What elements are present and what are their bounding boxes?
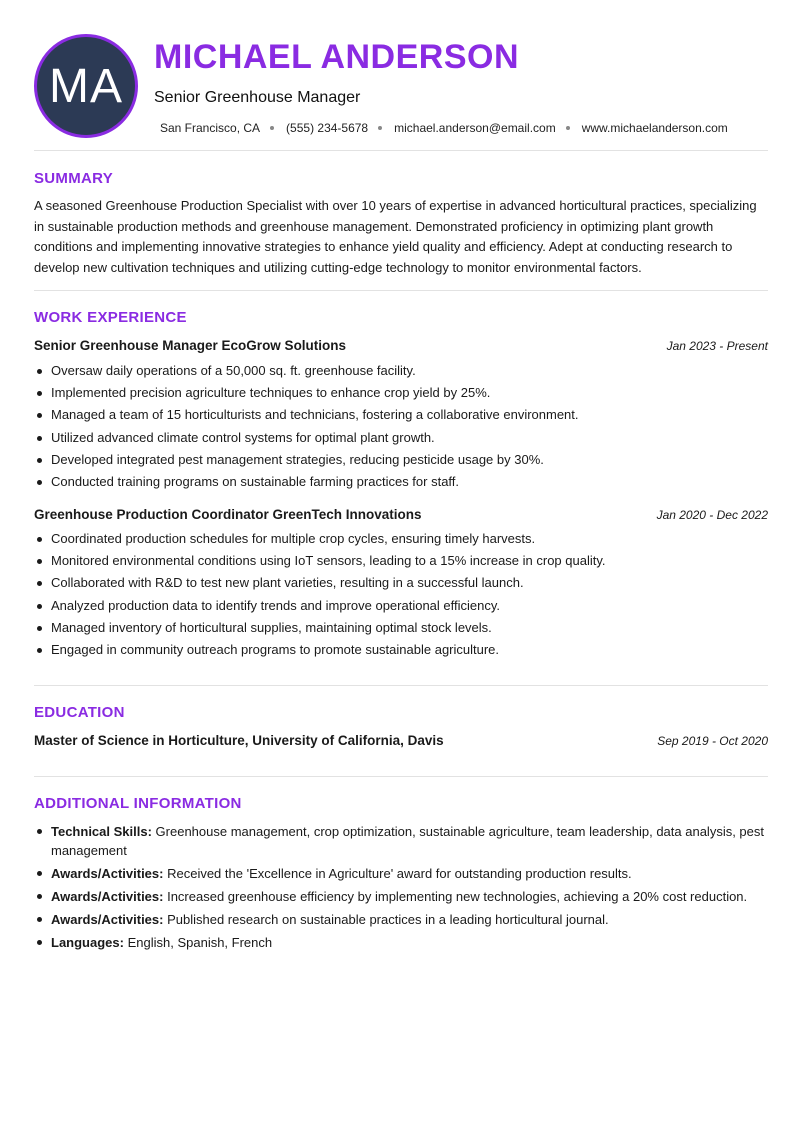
item-label: Awards/Activities:	[51, 889, 164, 904]
avatar	[34, 34, 138, 138]
job-bullet: Managed a team of 15 horticulturists and technicians, fostering a collaborative environment.	[34, 406, 768, 424]
job-bullets	[34, 362, 768, 495]
candidate-title: Senior Greenhouse Manager	[154, 89, 361, 106]
separator-dot	[270, 126, 274, 130]
job-date: Jan 2023 - Present	[666, 339, 768, 353]
education-date: Sep 2019 - Oct 2020	[657, 734, 768, 748]
item-label: Awards/Activities:	[51, 912, 164, 927]
additional-heading: ADDITIONAL INFORMATION	[34, 795, 242, 812]
item-text: Greenhouse management, crop optimization, sustainable agriculture, team leadership, data analysis, pest management	[51, 824, 765, 858]
section-divider	[34, 776, 768, 777]
item-text: English, Spanish, French	[127, 935, 273, 950]
job-bullet: Oversaw daily operations of a 50,000 sq. ft. greenhouse facility.	[34, 362, 768, 380]
item-text: Published research on sustainable practices in a leading horticultural journal.	[167, 912, 609, 927]
additional-item	[34, 887, 768, 906]
job-bullet: Collaborated with R&D to test new plant varieties, resulting in a successful launch.	[34, 574, 768, 592]
section-divider	[34, 290, 768, 291]
job-date: Jan 2020 - Dec 2022	[656, 508, 768, 522]
item-label: Languages:	[51, 935, 124, 950]
separator-dot	[566, 126, 570, 130]
contact-email[interactable]: michael.anderson@email.com	[394, 121, 556, 135]
education-degree: Master of Science in Horticulture, University of California, Davis	[34, 733, 444, 748]
additional-item	[34, 864, 768, 883]
section-divider	[34, 685, 768, 686]
avatar-initials: MA	[49, 59, 123, 113]
job-bullet: Analyzed production data to identify trends and improve operational efficiency.	[34, 597, 768, 615]
summary-heading: SUMMARY	[34, 170, 114, 187]
job-bullet: Coordinated production schedules for multiple crop cycles, ensuring timely harvests.	[34, 530, 768, 548]
job-bullet: Monitored environmental conditions using IoT sensors, leading to a 15% increase in crop quality.	[34, 552, 768, 570]
summary-text: A seasoned Greenhouse Production Specialist with over 10 years of expertise in advanced horticultural practices, specializing in sustainable production methods and greenhouse management. Demonstrated proficiency in optimizing plant growth conditions and implementing innovative strategies to enhance yield quality and efficiency. Adept at conducting research to develop new cultivation techniques and utilizing cutting-edge technology to monitor environmental factors.	[34, 198, 757, 275]
job-bullets	[34, 530, 768, 663]
experience-heading: WORK EXPERIENCE	[34, 309, 187, 326]
job-role: Senior Greenhouse Manager EcoGrow Solutions	[34, 338, 347, 353]
additional-list	[34, 822, 768, 956]
job-bullet: Engaged in community outreach programs to promote sustainable agriculture.	[34, 641, 768, 659]
resume-header	[34, 34, 768, 138]
item-label: Awards/Activities:	[51, 866, 164, 881]
separator-dot	[378, 126, 382, 130]
education-heading: EDUCATION	[34, 704, 125, 721]
contact-phone[interactable]: (555) 234-5678	[286, 121, 369, 135]
additional-item	[34, 822, 768, 860]
section-divider	[34, 150, 768, 151]
item-text: Received the 'Excellence in Agriculture' award for outstanding production results.	[167, 866, 632, 881]
contact-line	[160, 121, 728, 135]
additional-item	[34, 910, 768, 929]
education-entry	[34, 733, 768, 751]
job-header	[34, 338, 768, 356]
contact-location: San Francisco, CA	[160, 121, 261, 135]
job-role: Greenhouse Production Coordinator GreenTech Innovations	[34, 507, 422, 522]
additional-item	[34, 933, 768, 952]
job-bullet: Developed integrated pest management strategies, reducing pesticide usage by 30%.	[34, 451, 768, 469]
item-text: Increased greenhouse efficiency by implementing new technologies, achieving a 20% cost reduction.	[167, 889, 748, 904]
job-bullet: Utilized advanced climate control systems for optimal plant growth.	[34, 429, 768, 447]
job-bullet: Implemented precision agriculture techniques to enhance crop yield by 25%.	[34, 384, 768, 402]
job-header	[34, 507, 768, 525]
item-label: Technical Skills:	[51, 824, 152, 839]
candidate-name: MICHAEL ANDERSON	[154, 38, 520, 76]
job-bullet: Managed inventory of horticultural supplies, maintaining optimal stock levels.	[34, 619, 768, 637]
job-bullet: Conducted training programs on sustainable farming practices for staff.	[34, 473, 768, 491]
contact-website[interactable]: www.michaelanderson.com	[581, 121, 728, 135]
